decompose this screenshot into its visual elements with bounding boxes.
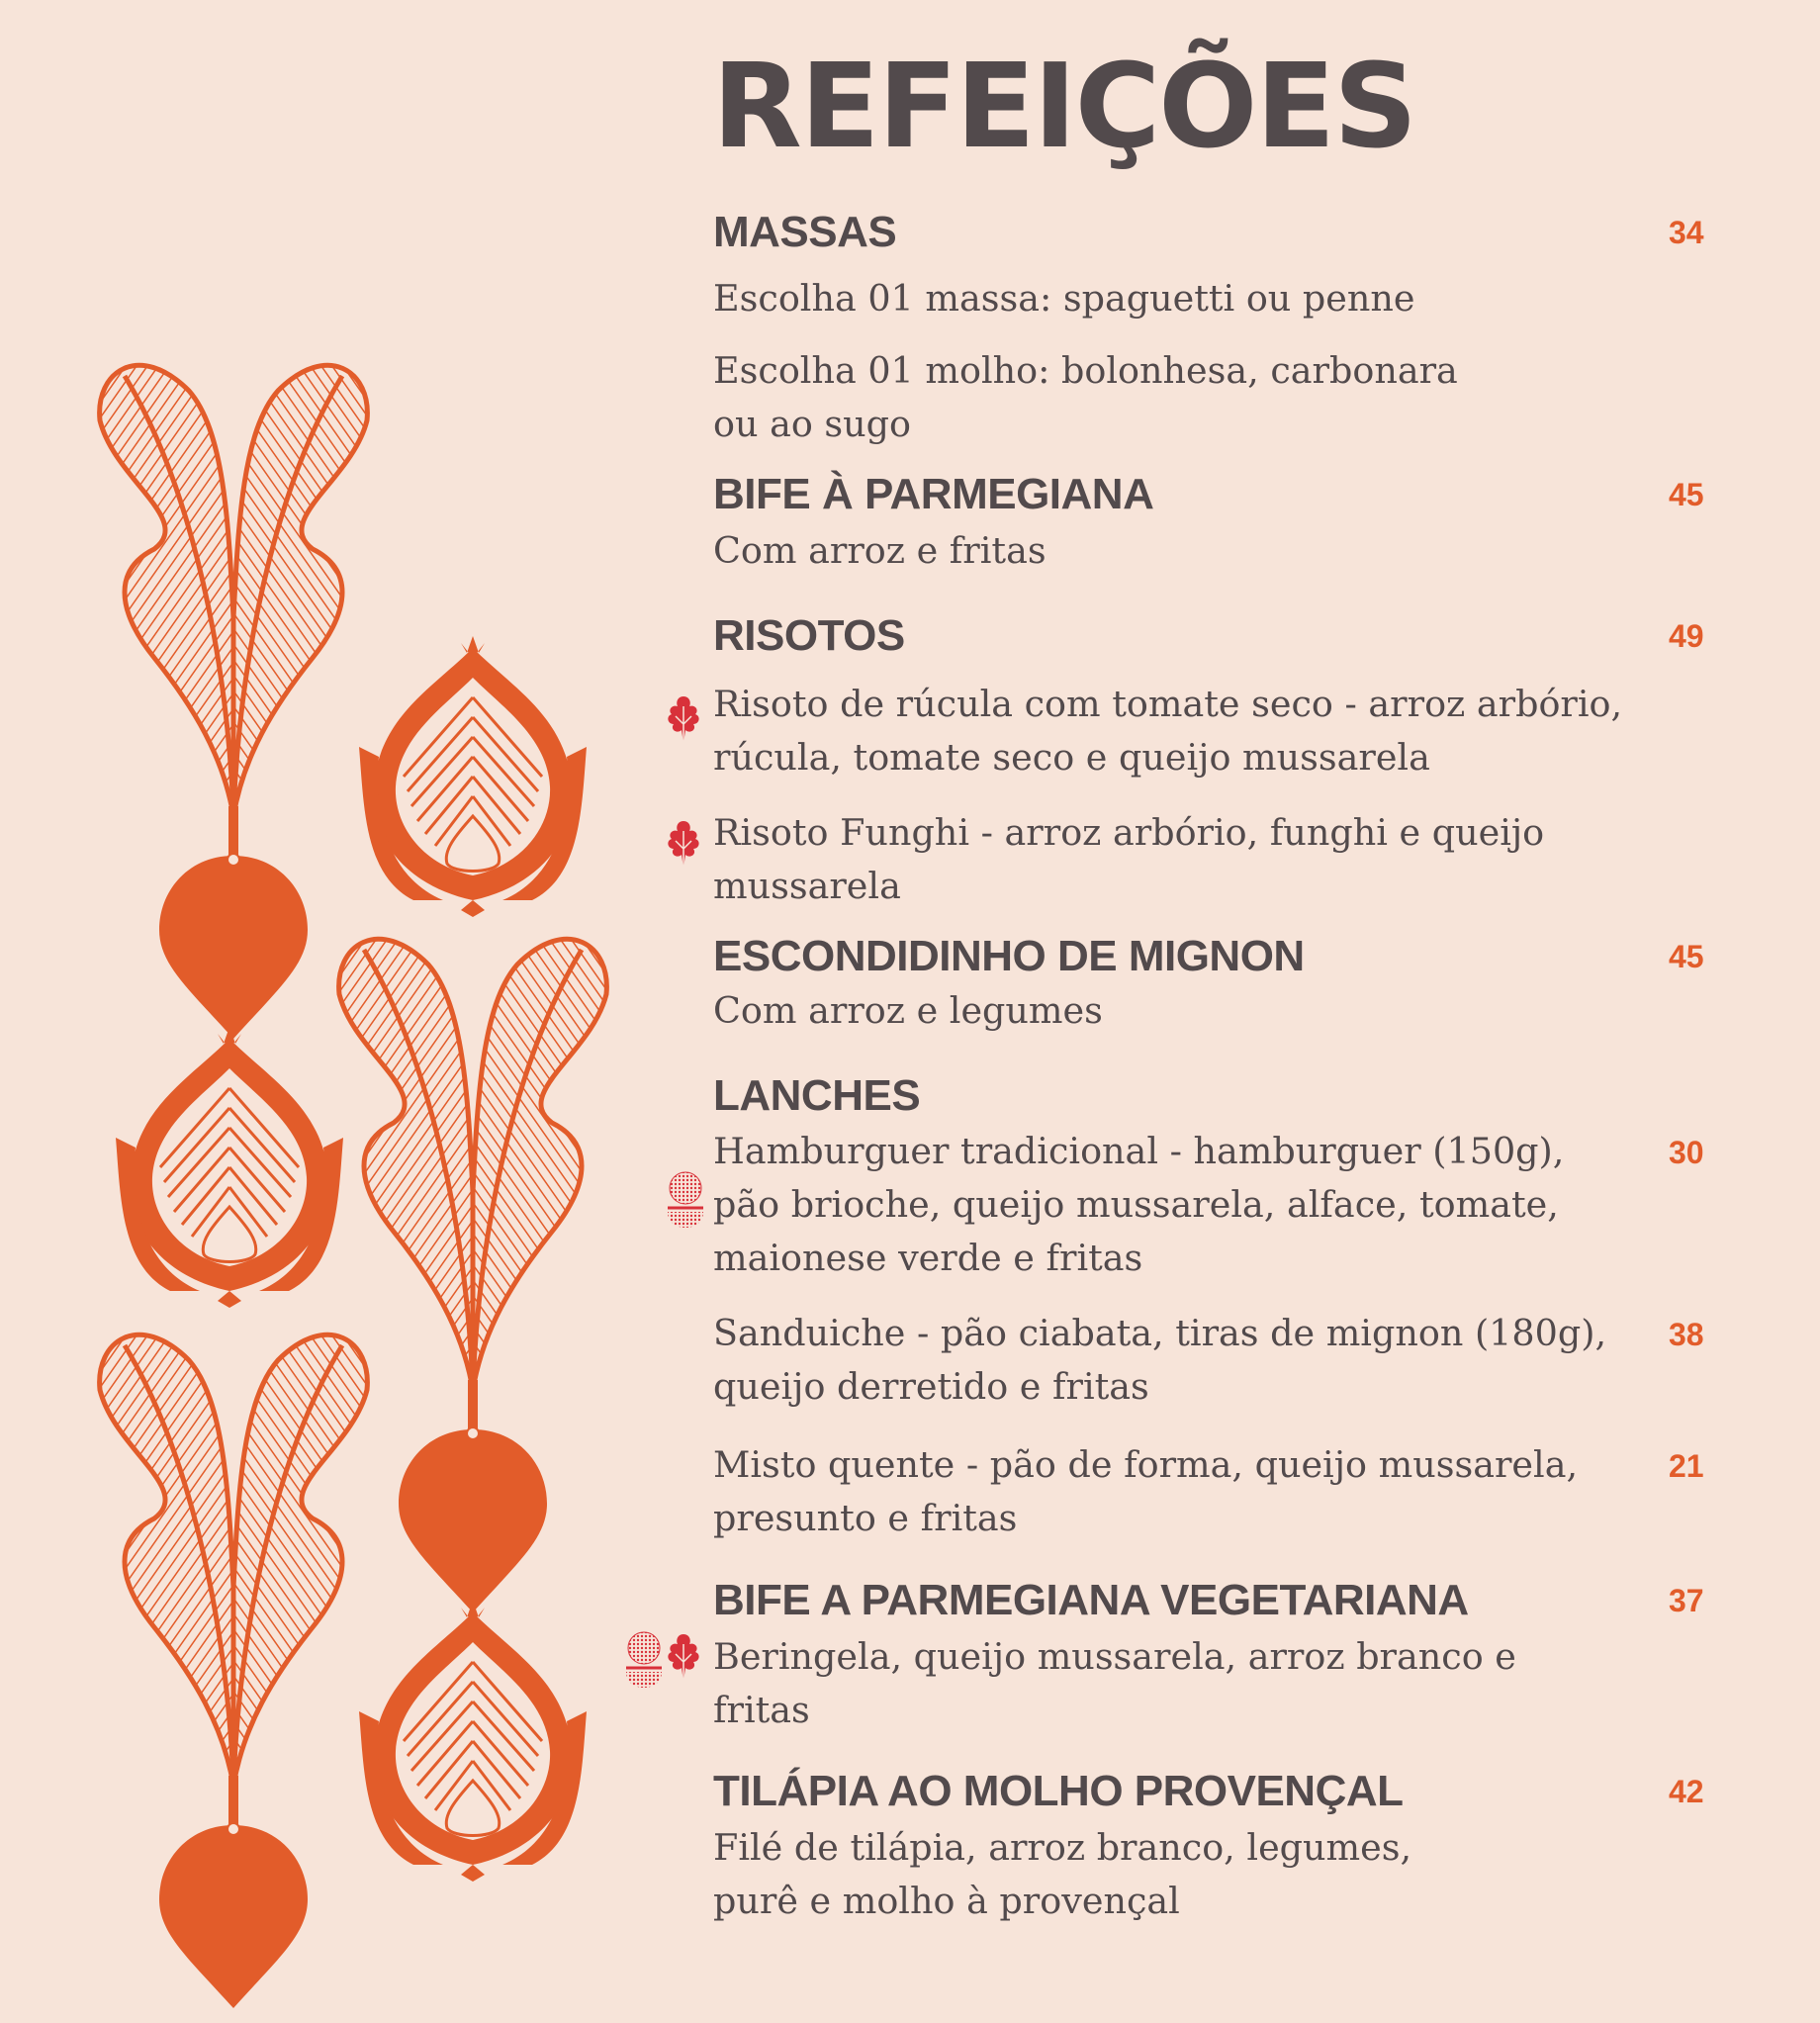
herb-icon — [666, 817, 701, 876]
section-price: 45 — [1669, 477, 1704, 512]
item-price: 38 — [1669, 1317, 1704, 1352]
section-title: TILÁPIA AO MOLHO PROVENÇAL — [713, 1767, 1404, 1815]
section-title: ESCONDIDINHO DE MIGNON — [713, 932, 1305, 980]
section-price: 42 — [1669, 1774, 1704, 1809]
menu-item-description: Filé de tilápia, arroz branco, legumes, purê e molho à provençal — [713, 1826, 1412, 1922]
menu-item-description: Beringela, queijo mussarela, arroz branco e fritas — [713, 1635, 1516, 1731]
section-title: BIFE A PARMEGIANA VEGETARIANA — [713, 1576, 1469, 1624]
menu-item-description: Risoto Funghi - arroz arbório, funghi e queijo mussarela — [713, 811, 1545, 907]
menu-item-description: Risoto de rúcula com tomate seco - arroz arbório, rúcula, tomate seco e queijo mussarela — [713, 683, 1623, 779]
section-title: MASSAS — [713, 208, 897, 256]
section-price: 34 — [1669, 215, 1704, 250]
section-price: 45 — [1669, 939, 1704, 974]
radish-illustration — [0, 0, 673, 2023]
herb-icon — [666, 692, 701, 752]
menu-item-description: Escolha 01 molho: bolonhesa, carbonara ou ao sugo — [713, 349, 1458, 445]
menu-item-description: Com arroz e legumes — [713, 989, 1103, 1032]
menu-item-description: Misto quente - pão de forma, queijo mussarela, presunto e fritas — [713, 1443, 1579, 1539]
section-title: RISOTOS — [713, 611, 905, 660]
section-title: LANCHES — [713, 1071, 921, 1120]
burger-icon — [666, 1170, 705, 1234]
menu-item-description: Sanduiche - pão ciabata, tiras de mignon (180g), queijo derretido e fritas — [713, 1312, 1607, 1408]
menu-item-description: Com arroz e fritas — [713, 529, 1046, 572]
herb-icon — [666, 1630, 701, 1690]
burger-icon — [624, 1630, 664, 1694]
page-title: REFEIÇÕES — [712, 38, 1416, 174]
section-title: BIFE À PARMEGIANA — [713, 470, 1154, 518]
item-price: 21 — [1669, 1448, 1704, 1484]
menu-item-description: Hamburguer tradicional - hamburguer (150g), pão brioche, queijo mussarela, alface, tomate, maionese verde e fritas — [713, 1130, 1565, 1279]
menu-item-description: Escolha 01 massa: spaguetti ou penne — [713, 277, 1415, 320]
section-price: 49 — [1669, 618, 1704, 654]
section-price: 37 — [1669, 1583, 1704, 1618]
item-price: 30 — [1669, 1135, 1704, 1170]
